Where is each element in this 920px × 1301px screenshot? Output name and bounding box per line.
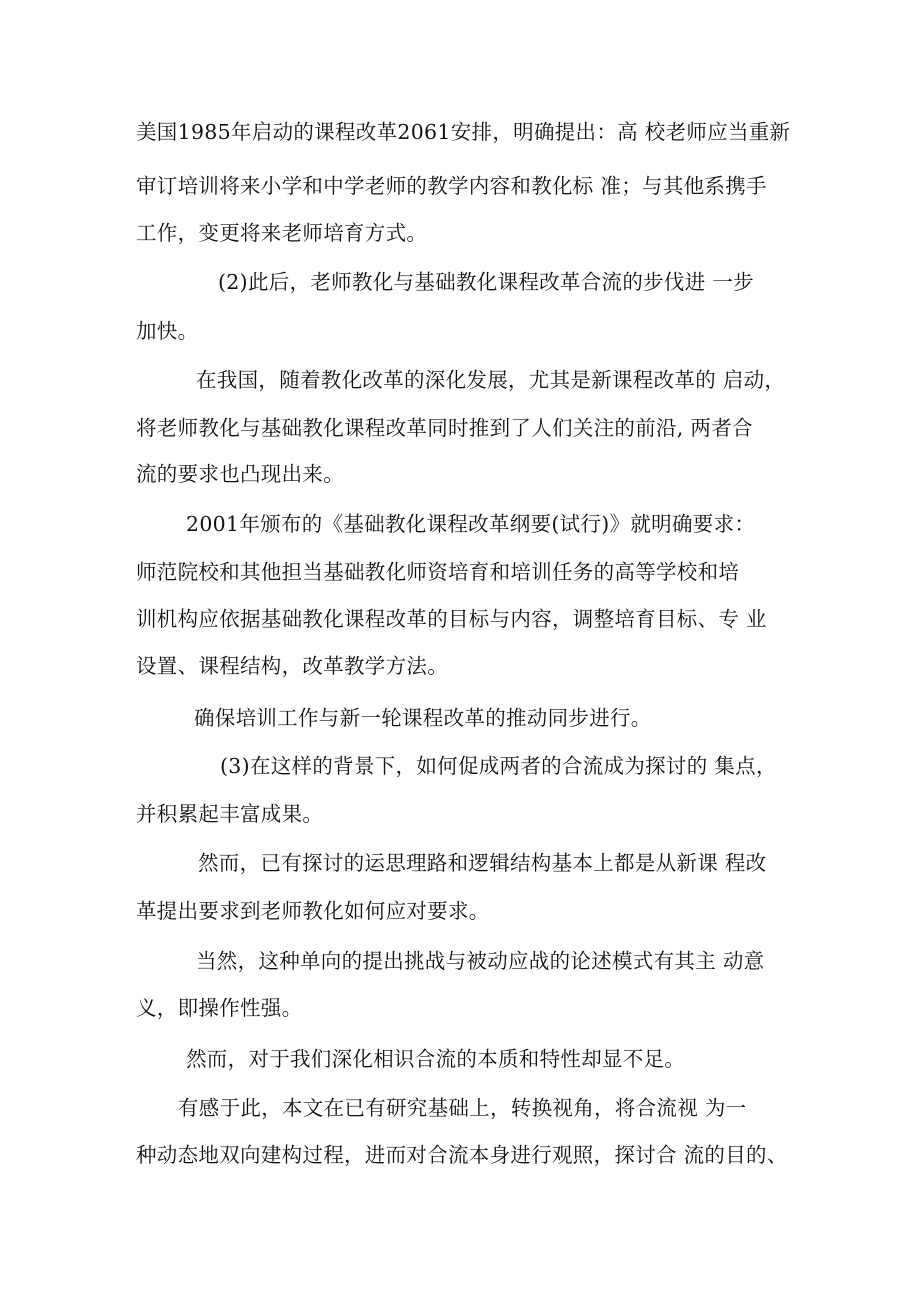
paragraph-2-line-2: 加快。	[136, 319, 199, 343]
paragraph-6-line-2: 并积累起丰富成果。	[136, 802, 324, 826]
paragraph-2-line-1: (2)此后，老师教化与基础教化课程改革合流的步伐进 一步	[218, 270, 754, 294]
paragraph-3-line-3: 流的要求也凸现出来。	[136, 462, 344, 486]
paragraph-3-line-2: 将老师教化与基础教化课程改革同时推到了人们关注的前沿, 两者合	[136, 416, 753, 440]
paragraph-1-line-1: 美国1985年启动的课程改革2061安排，明确提出：高 校老师应当重新	[136, 120, 791, 144]
paragraph-6-line-1: (3)在这样的背景下，如何促成两者的合流成为探讨的 集点，	[220, 754, 777, 778]
paragraph-10-line-1: 有感于此，本文在已有研究基础上，转换视角，将合流视 为一	[178, 1096, 747, 1120]
paragraph-8-line-2: 义，即操作性强。	[136, 996, 303, 1020]
paragraph-4-line-4: 设置、课程结构，改革教学方法。	[136, 654, 448, 678]
paragraph-7-line-2: 革提出要求到老师教化如何应对要求。	[136, 899, 490, 923]
paragraph-1-line-2: 审订培训将来小学和中学老师的教学内容和教化标 准；与其他系携手	[136, 174, 767, 198]
paragraph-10-line-2: 种动态地双向建构过程，进而对合流本身进行观照，探讨合 流的目的、	[136, 1143, 788, 1167]
paragraph-5-line-1: 确保培训工作与新一轮课程改革的推动同步进行。	[194, 706, 652, 730]
paragraph-7-line-1: 然而，已有探讨的运思理路和逻辑结构基本上都是从新课 程改	[198, 851, 767, 875]
paragraph-3-line-1: 在我国，随着教化改革的深化发展，尤其是新课程改革的 启动，	[196, 368, 786, 392]
paragraph-9-line-1: 然而，对于我们深化相识合流的本质和特性却显不足。	[186, 1047, 686, 1071]
paragraph-1-line-3: 工作，变更将来老师培育方式。	[136, 221, 428, 245]
paragraph-4-line-1: 2001年颁布的《基础教化课程改革纲要(试行)》就明确要求：	[186, 512, 756, 536]
paragraph-8-line-1: 当然，这种单向的提出挑战与被动应战的论述模式有其主 动意	[196, 949, 765, 973]
paragraph-4-line-3: 训机构应依据基础教化课程改革的目标与内容，调整培育目标、专 业	[136, 607, 767, 631]
paragraph-4-line-2: 师范院校和其他担当基础教化师资培育和培训任务的高等学校和培	[136, 560, 740, 584]
